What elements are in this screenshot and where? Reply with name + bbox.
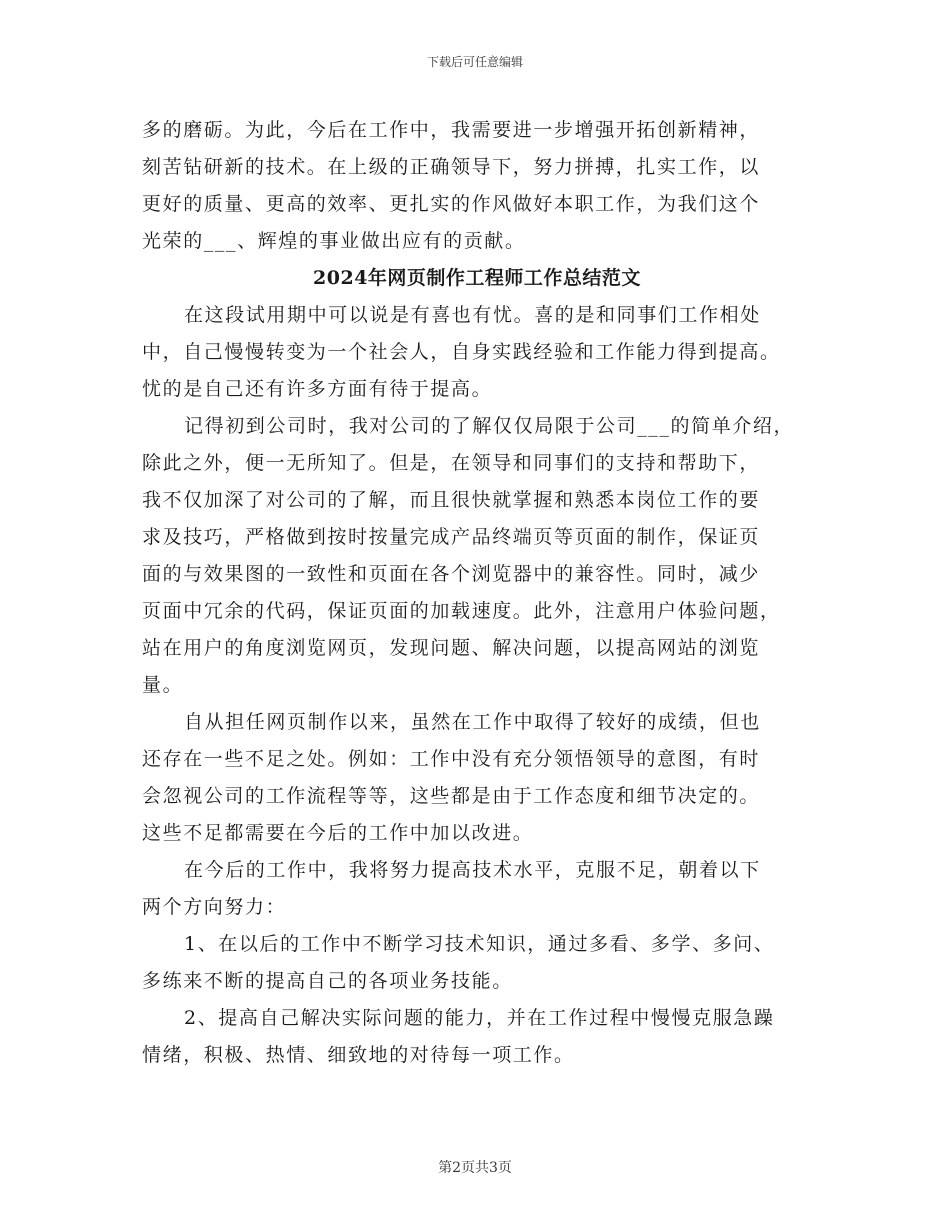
text-line: 量。 [142, 674, 184, 696]
paragraph-3 [142, 704, 832, 852]
text-line: 我不仅加深了对公司的了解，而且很快就掌握和熟悉本岗位工作的要 [142, 489, 761, 511]
text-line: 两个方向努力： [142, 896, 287, 918]
text-line: 情绪，积极、热情、细致地的对待每一项工作。 [142, 1044, 575, 1066]
text-line: 多的磨砺。为此，今后在工作中，我需要进一步增强开拓创新精神， [142, 119, 761, 141]
text-line: 光荣的___、辉煌的事业做出应有的贡献。 [142, 230, 526, 252]
text-line: 除此之外，便一无所知了。但是，在领导和同事们的支持和帮助下， [142, 452, 761, 474]
page-indicator: 第2页共3页 [438, 1160, 512, 1176]
text-line: 1、在以后的工作中不断学习技术知识，通过多看、多学、多问、 [184, 933, 775, 955]
continued-paragraph [142, 112, 832, 260]
text-line: 面的与效果图的一致性和页面在各个浏览器中的兼容性。同时，减少 [142, 563, 761, 585]
text-line: 中，自己慢慢转变为一个社会人，自身实践经验和工作能力得到提高。 [142, 341, 781, 363]
text-line: 2、提高自己解决实际问题的能力，并在工作过程中慢慢克服急躁 [184, 1007, 775, 1029]
text-line: 会忽视公司的工作流程等等，这些都是由于工作态度和细节决定的。 [142, 785, 761, 807]
text-line: 更好的质量、更高的效率、更扎实的作风做好本职工作，为我们这个 [142, 193, 761, 215]
paragraph-1 [142, 297, 832, 408]
text-line: 记得初到公司时，我对公司的了解仅仅局限于公司___的简单介绍， [184, 415, 795, 437]
list-item-2 [142, 1000, 832, 1074]
paragraph-4 [142, 852, 832, 926]
text-line: 还存在一些不足之处。例如：工作中没有充分领悟领导的意图，有时 [142, 748, 761, 770]
text-line: 自从担任网页制作以来，虽然在工作中取得了较好的成绩，但也 [184, 711, 761, 733]
text-line: 在今后的工作中，我将努力提高技术水平，克服不足，朝着以下 [184, 859, 761, 881]
list-item-1 [142, 926, 832, 1000]
document-title: 2024年网页制作工程师工作总结范文 [313, 267, 641, 289]
text-line: 站在用户的角度浏览网页，发现问题、解决问题，以提高网站的浏览 [142, 637, 761, 659]
text-line: 在这段试用期中可以说是有喜也有忧。喜的是和同事们工作相处 [184, 304, 761, 326]
header-note: 下载后可任意编辑 [426, 55, 523, 69]
paragraph-2 [142, 408, 832, 704]
document-body [142, 112, 832, 1074]
text-line: 忧的是自己还有许多方面有待于提高。 [142, 378, 493, 400]
text-line: 求及技巧，严格做到按时按量完成产品终端页等页面的制作，保证页 [142, 526, 761, 548]
text-line: 页面中冗余的代码，保证页面的加载速度。此外，注意用户体验问题， [142, 600, 781, 622]
text-line: 这些不足都需要在今后的工作中加以改进。 [142, 822, 534, 844]
text-line: 刻苦钻研新的技术。在上级的正确领导下，努力拼搏，扎实工作，以 [142, 156, 761, 178]
text-line: 多练来不断的提高自己的各项业务技能。 [142, 970, 513, 992]
